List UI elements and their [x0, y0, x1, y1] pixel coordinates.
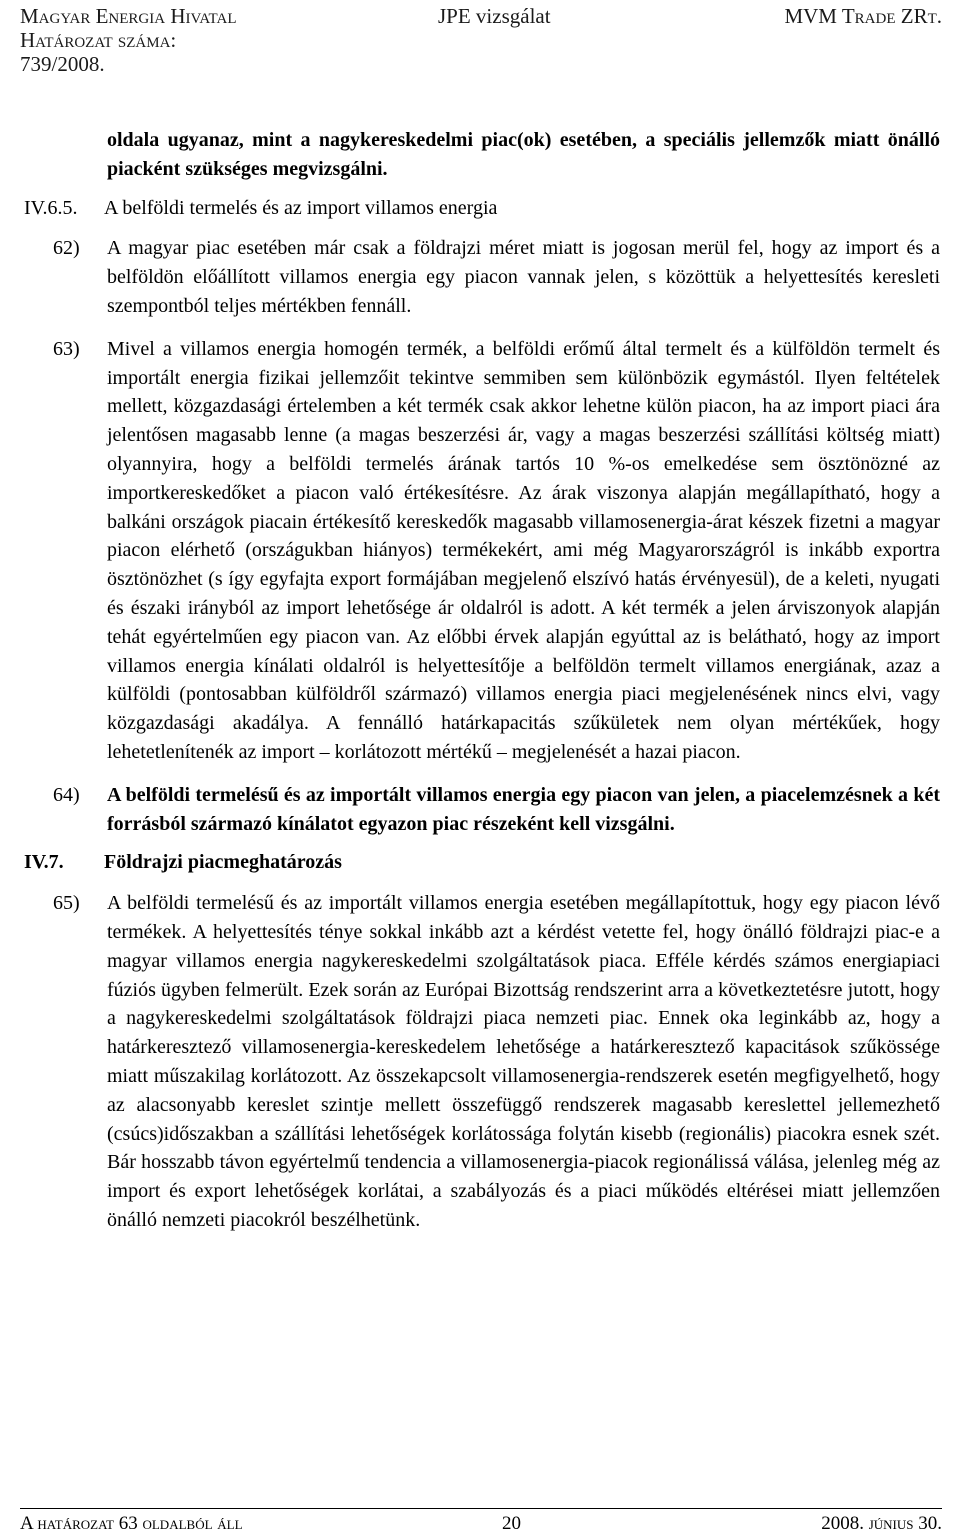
- paragraph-64: [24, 781, 940, 839]
- paragraph-text: Mivel a villamos energia homogén termék, a belföldi erőmű által termelt és a külföldön termelt és importált energia fizikai jellemzőit tekintve semmiben sem különbözik egymástól. Ilyen feltételek mellett, közgazdasági értelemben a két termék csak akkor lehetne külön piacon, ha az import piaci ára jelentősen magasabb lenne (a magas beszerzési ár, vagy a magas beszerzési szállítási költség miatt) olyannyira, hogy a belföldi termelés árának tartós 10 %-os emelkedése sem ösztönözné az importkereskedőket a piacon való értékesítésre. Az árak viszonya alapján megállapítható, hogy a balkáni országok piacain értékesítő kereskedők magasabb villamosenergia-árat készek fizetni a magyar piacon elérhető (országukban hiányos) termékekért, ami még Magyarországról is inkább exportra ösztönözhet (s így egyfajta export formájában megjelenő elszívó hatás érvényesül), de a keleti, nyugati és északi irányból az import lehetősége ár oldalról is adott. A két termék a jelen árviszonyok alapján tehát egyértelműen egy piacon van. Az előbbi érvek alapján egyúttal az is belátható, hogy az import villamos energia kínálati oldalról is helyettesítője a belföldön termelt villamos energiának, azaz a külföldi (pontosabban külföldről származó) villamos energia piaci megjelenésének nincs elvi, vagy közgazdasági akadálya. A fennálló határkapacitás szűkületek nem olyan mértékűek, hogy lehetetlenítenék az import – korlátozott mértékű – megjelenését a hazai piacon.: [107, 337, 940, 763]
- section-number: IV.6.5.: [24, 196, 78, 219]
- header-authority-name: Magyar Energia Hivatal: [20, 4, 237, 28]
- section-heading-iv-7: [24, 848, 940, 877]
- section-title: Földrajzi piacmeghatározás: [104, 851, 342, 874]
- header-decision-label: Határozat száma:: [20, 28, 177, 52]
- footer-page-count: A határozat 63 oldalból áll: [20, 1513, 243, 1534]
- paragraph-number: 64): [53, 783, 80, 806]
- header-authority: [20, 4, 237, 76]
- paragraph-65: [24, 889, 940, 1235]
- header-procedure: JPE vizsgálat: [438, 4, 551, 28]
- footer-page-number: 20: [502, 1513, 521, 1534]
- footer-date: 2008. június 30.: [821, 1513, 942, 1534]
- header-decision-number: 739/2008.: [20, 52, 105, 76]
- paragraph-text: A belföldi termelésű és az importált villamos energia egy piacon van jelen, a piacelemzésnek a két forrásból származó kínálatot egyazon piac részeként kell vizsgálni.: [107, 783, 940, 835]
- page-header: [20, 4, 942, 82]
- paragraph-number: 62): [53, 237, 80, 260]
- intro-text: oldala ugyanaz, mint a nagykereskedelmi piac(ok) esetében, a speciális jellemzők miatt önálló piacként szükséges megvizsgálni.: [107, 129, 940, 180]
- paragraph-63: [24, 335, 940, 767]
- paragraph-number: 63): [53, 337, 80, 360]
- header-company: MVM Trade ZRt.: [784, 4, 942, 28]
- paragraph-number: 65): [53, 892, 80, 915]
- page-footer: [20, 1508, 942, 1539]
- section-heading-iv-6-5: [24, 194, 940, 223]
- document-body: [24, 126, 940, 1235]
- paragraph-text: A magyar piac esetében már csak a földrajzi méret miatt is jogosan merül fel, hogy az import és a belföldön előállított villamos energia egy piacon vannak jelen, s közöttük a helyettesítés keresleti szempontból teljes mértékben fennáll.: [107, 237, 940, 317]
- paragraph-text: A belföldi termelésű és az importált villamos energia esetében megállapítottuk, hogy egy piacon lévő termékek. A helyettesítés ténye sokkal inkább azt a kérdést vetette fel, hogy önálló földrajzi piac-e a magyar villamos energia nagykereskedelmi szolgáltatások piaca. Efféle kérdés számos energiapiaci fúziós ügyben felmerült. Ezek során az Európai Bizottság rendszerint arra a következtetésre jutott, hogy a nagykereskedelmi szolgáltatások földrajzi piaca nemzeti piac. Ennek oka leginkább az, hogy a határkeresztező villamosenergia-kereskedelem lehetősége a határkeresztező kapacitások szűkössége miatt műszakilag korlátozott. Az összekapcsolt villamosenergia-rendszerek esetén megfigyelhető, hogy az alacsonyabb kereslet szintje mellett összefüggő rendszerek magasabb kereslettel jellemezhető (csúcs)időszakban a szállítási lehetőségek korlátossága folytán kisebb (regionális) piacokra esnek szét. Bár hosszabb távon egyértelmű tendencia a villamosenergia-piacok regionálissá válása, jelenleg még az import és export lehetőségek korlátai, a szabályozás és a piaci működés eltérései miatt jellemzően önálló nemzeti piacokról beszélhetünk.: [107, 892, 940, 1231]
- intro-paragraph: [24, 126, 940, 184]
- section-number: IV.7.: [24, 851, 64, 874]
- section-title: A belföldi termelés és az import villamos energia: [104, 196, 498, 219]
- paragraph-62: [24, 234, 940, 320]
